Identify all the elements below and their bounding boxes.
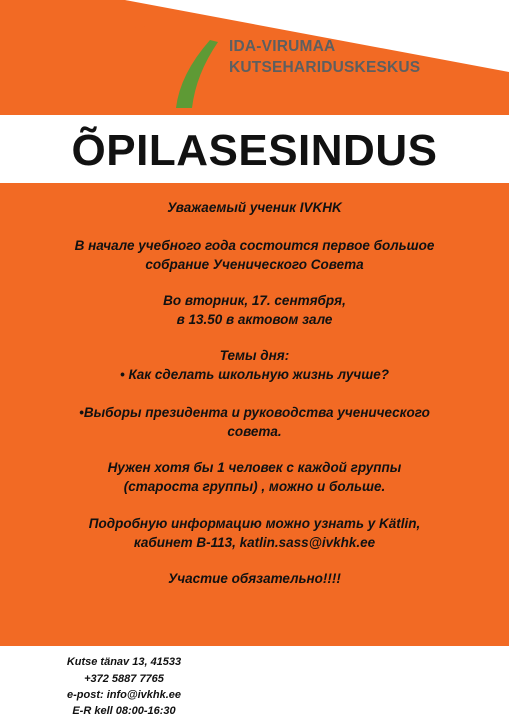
greeting: Уважаемый ученик IVKHK — [167, 200, 342, 215]
ivkhk-logo-icon — [110, 4, 220, 110]
header — [0, 0, 509, 115]
contact-info: Подробную информацию можно узнать у Kätlin, кабинет B-113, katlin.sass@ivkhk.ee — [88, 516, 421, 550]
footer-hours: E-R kell 08:00-16:30 — [72, 705, 176, 717]
mandatory-notice: Участие обязательно!!!! — [168, 571, 341, 586]
header-background — [0, 0, 509, 115]
topics-heading: Темы дня: — [219, 348, 290, 363]
org-name-line2: KUTSEHARIDUSKESKUS — [229, 59, 421, 76]
date-time-text: Во вторник, 17. сентября, в 13.50 в актовом зале — [163, 293, 346, 327]
topic-item-1: • Как сделать школьную жизнь лучше? — [119, 367, 390, 382]
footer-email: e-post: info@ivkhk.ee — [66, 689, 182, 701]
poster-title: ÕPILASESINDUS — [71, 126, 438, 175]
intro-text: В начале учебного года состоится первое большое собрание Ученического Совета — [74, 238, 435, 272]
footer-address: Kutse tänav 13, 41533 — [66, 656, 182, 668]
footer-phone: +372 5887 7765 — [84, 673, 164, 685]
attendance-request: Нужен хотя бы 1 человек с каждой группы (староста группы) , можно и больше. — [107, 460, 402, 494]
topic-item-2: •Выборы президента и руководства ученического совета. — [79, 405, 430, 439]
org-name-line1: IDA-VIRUMAA — [229, 38, 336, 55]
